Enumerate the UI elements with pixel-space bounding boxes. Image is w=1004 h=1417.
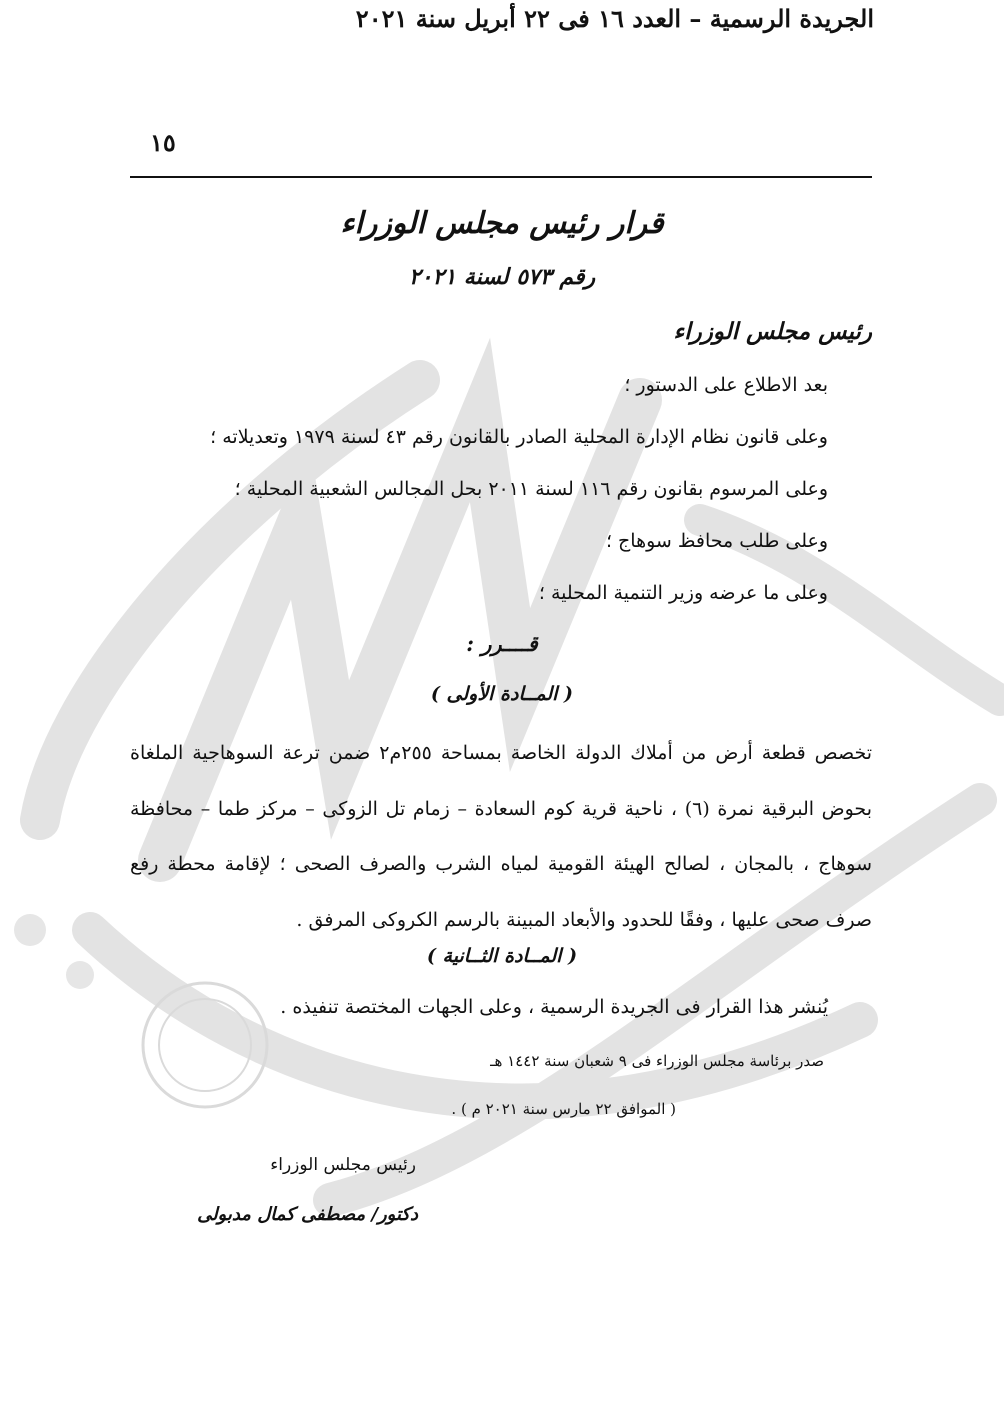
signature-title: رئيس مجلس الوزراء <box>270 1155 416 1175</box>
article-2-heading: ( المــادة الثــانية ) <box>426 945 578 967</box>
preamble-line: وعلى ما عرضه وزير التنمية المحلية ؛ <box>538 582 828 604</box>
gazette-header-title: الجريدة الرسمية – العدد ١٦ فى ٢٢ أبريل سنة ٢٠٢١ <box>355 4 874 33</box>
header-divider <box>130 176 872 178</box>
preamble-line: وعلى المرسوم بقانون رقم ١١٦ لسنة ٢٠١١ بحل المجالس الشعبية المحلية ؛ <box>234 478 828 500</box>
page-number: ١٥ <box>150 128 176 157</box>
article-1-text: تخصص قطعة أرض من أملاك الدولة الخاصة بمساحة ٢٥٥م٢ ضمن ترعة السوهاجية الملغاة بحوض البرقية نمرة (٦) ، ناحية قرية كوم السعادة – زمام تل الزوكى – مركز طما – محافظة سوهاج ، بالمجان ، لصالح الهيئة القومية لمياه الشرب والصرف الصحى ؛ لإقامة محطة رفع صرف صحى عليها ، وفقًا للحدود والأبعاد المبينة بالرسم الكروكى المرفق . <box>130 742 872 931</box>
decree-issuer: رئيس مجلس الوزراء <box>673 318 872 345</box>
article-1-heading: ( المــادة الأولى ) <box>430 683 574 705</box>
gazette-header <box>130 124 872 168</box>
issued-date-hijri: صدر برئاسة مجلس الوزراء فى ٩ شعبان سنة ١٤٤٢ هـ <box>490 1052 824 1070</box>
article-2-text: يُنشر هذا القرار فى الجريدة الرسمية ، وعلى الجهات المختصة تنفيذه . <box>280 996 828 1018</box>
decree-title: قرار رئيس مجلس الوزراء <box>340 206 664 241</box>
decided-heading: قــــرر : <box>466 631 538 656</box>
preamble-line: بعد الاطلاع على الدستور ؛ <box>624 374 828 396</box>
preamble-line: وعلى قانون نظام الإدارة المحلية الصادر بالقانون رقم ٤٣ لسنة ١٩٧٩ وتعديلاته ؛ <box>210 426 828 448</box>
decree-number: رقم ٥٧٣ لسنة ٢٠٢١ <box>408 264 596 290</box>
signature-name: دكتور/ مصطفى كمال مدبولى <box>197 1204 418 1225</box>
preamble-line: وعلى طلب محافظ سوهاج ؛ <box>605 530 828 552</box>
issued-date-gregorian: ( الموافق ٢٢ مارس سنة ٢٠٢١ م ) . <box>451 1100 676 1118</box>
